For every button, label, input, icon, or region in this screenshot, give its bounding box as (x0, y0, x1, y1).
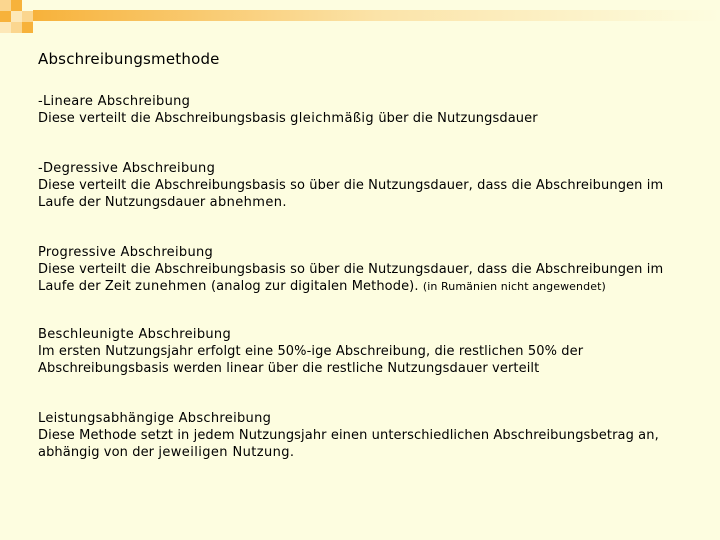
text-part: (analog zur digitalen Methode). (206, 279, 423, 294)
emphasis-text: abnehmen (209, 195, 283, 210)
section-performance-based (38, 410, 698, 461)
section-accelerated (38, 326, 698, 377)
section-heading: -Degressive Abschreibung (38, 161, 216, 176)
section-text (38, 427, 698, 461)
text-part: Diese verteilt die Abschreibungsbasis so über die Nutzungsdauer, dass die Abschreibungen im Laufe der Zeit (38, 262, 664, 294)
section-heading: Beschleunigte Abschreibung (38, 327, 232, 342)
section-text (38, 110, 698, 127)
section-text (38, 177, 698, 211)
text-part: Diese Methode setzt in jedem Nutzungsjahr einen unterschiedlichen Abschreibungsbetrag an, abhängig von der (38, 428, 659, 460)
slide-title: Abschreibungsmethode (38, 50, 220, 68)
emphasis-text: gleichmäßig (290, 111, 375, 126)
text-part: Diese verteilt die Abschreibungsbasis so über die Nutzungsdauer, dass die Abschreibungen im Laufe der Nutzungsdauer (38, 178, 664, 210)
section-degressive (38, 160, 698, 211)
section-heading: Progressive Abschreibung (38, 245, 214, 260)
section-heading: Leistungsabhängige Abschreibung (38, 411, 272, 426)
text-part: über die Nutzungsdauer (374, 111, 538, 126)
section-heading: -Lineare Abschreibung (38, 94, 191, 109)
section-progressive (38, 244, 698, 295)
decorative-header-squares (0, 0, 720, 40)
text-part: Diese verteilt die Abschreibungsbasis (38, 111, 291, 126)
text-part: . (282, 195, 287, 210)
section-text: Im ersten Nutzungsjahr erfolgt eine 50%-ige Abschreibung, die restlichen 50% der Abschreibungsbasis werden linear über die restliche Nutzungsdauer verteilt (38, 344, 584, 376)
note-text: (in Rumänien nicht angewendet) (422, 280, 606, 293)
section-linear (38, 93, 698, 127)
emphasis-text: jeweiligen Nutzung (158, 445, 290, 460)
emphasis-text: zunehmen (135, 279, 207, 294)
text-part: . (289, 445, 295, 460)
section-text (38, 261, 698, 295)
